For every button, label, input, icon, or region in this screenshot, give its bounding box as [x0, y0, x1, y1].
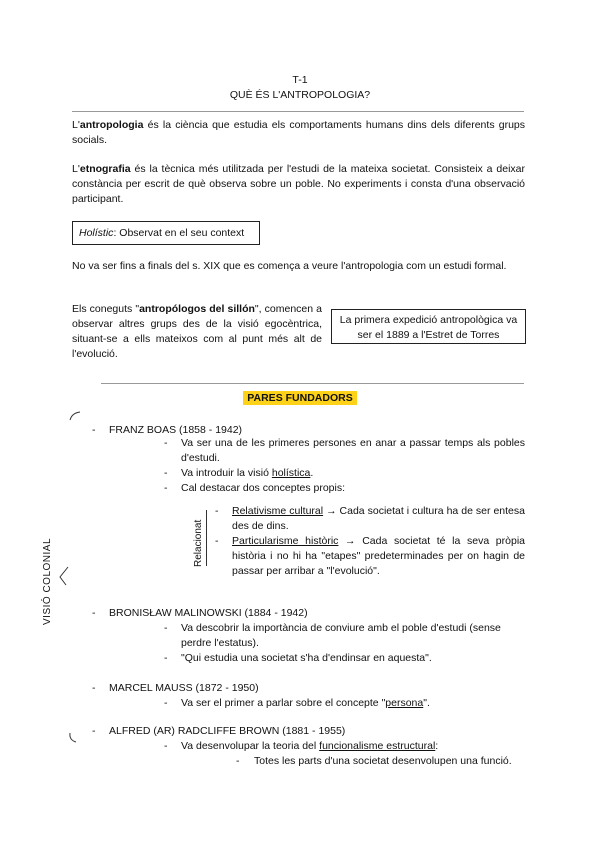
- paragraph-etnografia: L'etnografia és la tècnica més utilitzada per l'estudi de la mateixa societat. Consisteix a deixar constància per escrit de què observa sobre un poble. No experiments i consta d'una observació participant.: [72, 163, 525, 205]
- list-item: Va desenvolupar la teoria del funcionalisme estructural:: [181, 740, 439, 752]
- list-item: Cal destacar dos conceptes propis:: [181, 482, 346, 494]
- side-label: VISIÓ COLONIAL: [42, 537, 53, 625]
- angle-mark-icon: [56, 565, 72, 587]
- section-heading: PARES FUNDADORS: [0, 391, 600, 406]
- relations-label: Relacionat: [193, 519, 204, 567]
- list-item: Va introduir la visió holística.: [181, 467, 314, 479]
- founder-name: ALFRED (AR) RADCLIFFE BROWN (1881 - 1955): [109, 725, 346, 737]
- doc-code: T-1: [292, 74, 308, 86]
- holistic-box: Holístic: Observat en el seu context: [72, 221, 260, 245]
- paragraph-antropologia: L'antropologia és la ciència que estudia els comportaments humans dins dels diferents grups socials.: [72, 119, 525, 146]
- founder-name: FRANZ BOAS (1858 - 1942): [109, 424, 243, 436]
- sub-list-item: Totes les parts d'una societat desenvolupen una funció.: [254, 755, 512, 767]
- concept-item: Particularisme històric → Cada societat té la seva pròpia història i no hi ha "etapes" predeterminades per on hagin de passar per arribar a "l'evolució".: [232, 535, 525, 577]
- list-item: Va descobrir la importància de conviure amb el poble d'estudi (sense perdre l'estatus).: [181, 622, 501, 649]
- concept-item: Relativisme cultural → Cada societat i cultura ha de ser entesa des de dins.: [232, 505, 525, 532]
- divider: [72, 111, 524, 112]
- expedition-box: La primera expedició antropològica va ser el 1889 a l'Estret de Torres: [331, 309, 526, 344]
- founder-name: BRONISŁAW MALINOWSKI (1884 - 1942): [109, 607, 308, 619]
- list-item: "Qui estudia una societat s'ha d'endinsar en aquesta".: [181, 652, 432, 664]
- bracket-mark-icon: [66, 730, 80, 746]
- divider: [101, 383, 524, 384]
- list-item: Va ser una de les primeres persones en anar a passar temps als pobles d'estudi.: [181, 437, 525, 464]
- bracket-mark-icon: [68, 410, 84, 424]
- paragraph-sillon: Els coneguts "antropólogos del sillón", comencen a observar altres grups des de la visió egocèntrica, situant-se a ells mateixos com al punt més alt de l'evolució.: [72, 303, 323, 360]
- relations-bracket: [206, 510, 207, 566]
- page-title: QUÈ ÉS L'ANTROPOLOGIA?: [229, 89, 371, 101]
- list-item: Va ser el primer a parlar sobre el concepte "persona".: [181, 697, 430, 709]
- founder-name: MARCEL MAUSS (1872 - 1950): [109, 682, 259, 694]
- paragraph-xix: No va ser fins a finals del s. XIX que es comença a veure l'antropologia com un estudi formal.: [72, 260, 507, 272]
